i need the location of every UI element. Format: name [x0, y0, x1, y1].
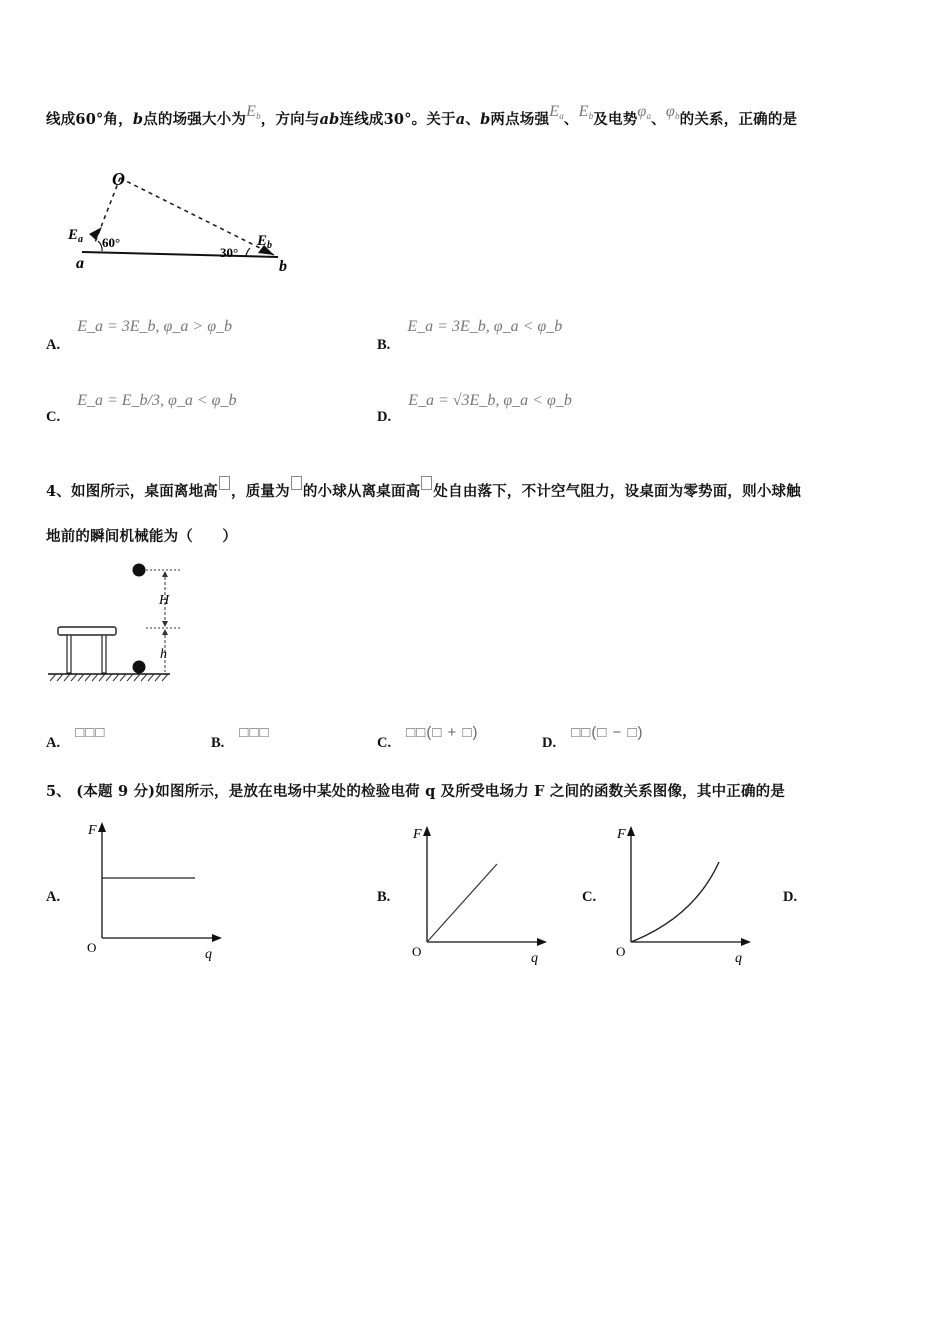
table-leg-left — [67, 635, 71, 673]
option-letter: A. — [46, 337, 61, 353]
q3-text-3: ，方向与 — [260, 111, 320, 128]
q3-text-6: 及电势 — [593, 111, 638, 128]
option-letter: B. — [211, 735, 225, 751]
ground-hatching — [50, 674, 168, 681]
label-h: h — [160, 647, 167, 662]
q5-option-c-letter[interactable]: C. — [582, 889, 597, 905]
q3-a-point: a — [455, 111, 466, 128]
q3-text-4: 连线成30°。关于 — [339, 111, 456, 128]
q3-option-c[interactable] — [46, 390, 237, 425]
q3-eb-formula: $E_b$ — [246, 103, 261, 121]
option-expression: □□(□ − □) — [571, 724, 644, 741]
y-label: F — [88, 823, 97, 838]
graph-curve — [631, 862, 719, 942]
q5-graph-a[interactable] — [80, 818, 230, 966]
q5-option-b-letter[interactable]: B. — [377, 889, 391, 905]
origin-label: O — [87, 940, 97, 955]
option-letter: C. — [46, 409, 61, 425]
q3-ea-formula: $E_a$ — [549, 103, 564, 121]
q3-label-60: 60° — [102, 235, 121, 250]
x-label: q — [531, 951, 538, 966]
q4-option-b[interactable] — [211, 722, 270, 751]
q3-dun-2: 、 — [651, 111, 666, 128]
graph-line-proportional — [427, 864, 497, 942]
q4-stem-line-2: 地前的瞬间机械能为（ ） — [46, 528, 238, 545]
option-letter: D. — [542, 735, 557, 751]
q3-b-point-2: b — [480, 111, 491, 128]
label-H: H — [159, 593, 170, 608]
q5-graph-b[interactable] — [405, 822, 555, 970]
q3-text-1: 线成60°角， — [46, 111, 133, 128]
q3-phi-b-formula: $\varphi_b$ — [665, 103, 680, 121]
q3-label-Ea: $E_a$ — [68, 227, 84, 245]
origin-label: O — [616, 944, 626, 959]
q4-table-figure — [46, 560, 186, 690]
y-axis-arrow — [627, 826, 635, 836]
q3-ob-dashed-line — [120, 178, 278, 257]
q3-label-O: O — [112, 169, 125, 189]
q5-graph-c[interactable] — [609, 822, 759, 970]
q4-option-a[interactable] — [46, 722, 106, 751]
q3-option-a[interactable] — [46, 316, 233, 353]
y-axis-arrow — [423, 826, 431, 836]
q4-text-1: 4、如图所示，桌面离地高 — [46, 483, 218, 500]
placeholder-box — [421, 476, 432, 490]
origin-label: O — [412, 944, 422, 959]
q3-label-Eb: $E_b$ — [257, 233, 273, 251]
option-letter: B. — [377, 337, 391, 353]
x-axis-arrow — [741, 938, 751, 946]
q3-sep: 、 — [465, 111, 481, 128]
option-expression: □□□ — [239, 724, 270, 741]
x-label: q — [205, 947, 212, 962]
q3-phi-a-formula: $\varphi_a$ — [637, 103, 652, 121]
H-arrow-up — [162, 571, 168, 577]
x-axis-arrow — [537, 938, 547, 946]
q3-ea-arrowhead — [89, 227, 102, 240]
x-label: q — [735, 951, 742, 966]
table-top — [58, 627, 116, 635]
option-letter: A. — [46, 735, 61, 751]
option-expression: □□□ — [75, 724, 106, 741]
q4-text-2: ，质量为 — [231, 483, 290, 500]
q3-label-a: a — [76, 255, 84, 272]
y-label: F — [413, 827, 422, 842]
option-expression: E_a = E_b/3, φ_a < φ_b — [77, 392, 237, 409]
q4-option-d[interactable] — [542, 722, 644, 751]
option-expression: E_a = 3E_b, φ_a < φ_b — [407, 318, 563, 335]
q3-dun-1: 、 — [563, 111, 579, 128]
q3-field-figure — [60, 165, 310, 280]
option-expression: E_a = √3E_b, φ_a < φ_b — [408, 392, 572, 409]
q4-text-4: 处自由落下，不计空气阻力，设桌面为零势面，则小球触 — [433, 483, 801, 500]
y-label: F — [617, 827, 626, 842]
q3-text-7: 的关系，正确的是 — [679, 111, 798, 128]
q3-option-d[interactable] — [377, 390, 572, 425]
y-axis-arrow — [98, 822, 106, 832]
q3-ab-line — [82, 252, 278, 257]
q3-stem-line — [46, 103, 798, 129]
H-arrow-down — [162, 621, 168, 627]
ball-ground — [133, 661, 146, 674]
option-expression: □□(□ + □) — [406, 724, 479, 741]
q3-b-point: b — [132, 111, 144, 128]
option-expression: E_a = 3E_b, φ_a > φ_b — [77, 318, 233, 335]
q3-label-30: 30° — [220, 245, 239, 260]
q4-stem-line-1 — [46, 476, 801, 501]
q5-option-a-letter[interactable]: A. — [46, 889, 61, 905]
option-letter: D. — [377, 409, 392, 425]
q5-stem: 5、 (本题 9 分)如图所示，是放在电场中某处的检验电荷 q 及所受电场力 F 之间的函数关系图像，其中正确的是 — [46, 783, 786, 800]
q3-option-b[interactable] — [377, 316, 563, 353]
q3-text-5: 两点场强 — [490, 111, 550, 128]
q5-option-d-letter[interactable]: D. — [783, 889, 798, 905]
option-letter: C. — [377, 735, 392, 751]
q3-label-b: b — [279, 258, 287, 275]
q4-text-3: 的小球从离桌面高 — [302, 483, 421, 500]
ball-top — [133, 564, 146, 577]
table-leg-right — [102, 635, 106, 673]
q3-30-arc — [246, 248, 250, 256]
q3-ab: ab — [319, 111, 340, 128]
q3-eb2-formula: $E_b$ — [578, 103, 594, 121]
x-axis-arrow — [212, 934, 222, 942]
h-arrow-up — [162, 629, 168, 635]
q4-option-c[interactable] — [377, 722, 479, 751]
placeholder-box — [291, 476, 302, 490]
placeholder-box — [219, 476, 230, 490]
q3-text-2: 点的场强大小为 — [143, 111, 247, 128]
